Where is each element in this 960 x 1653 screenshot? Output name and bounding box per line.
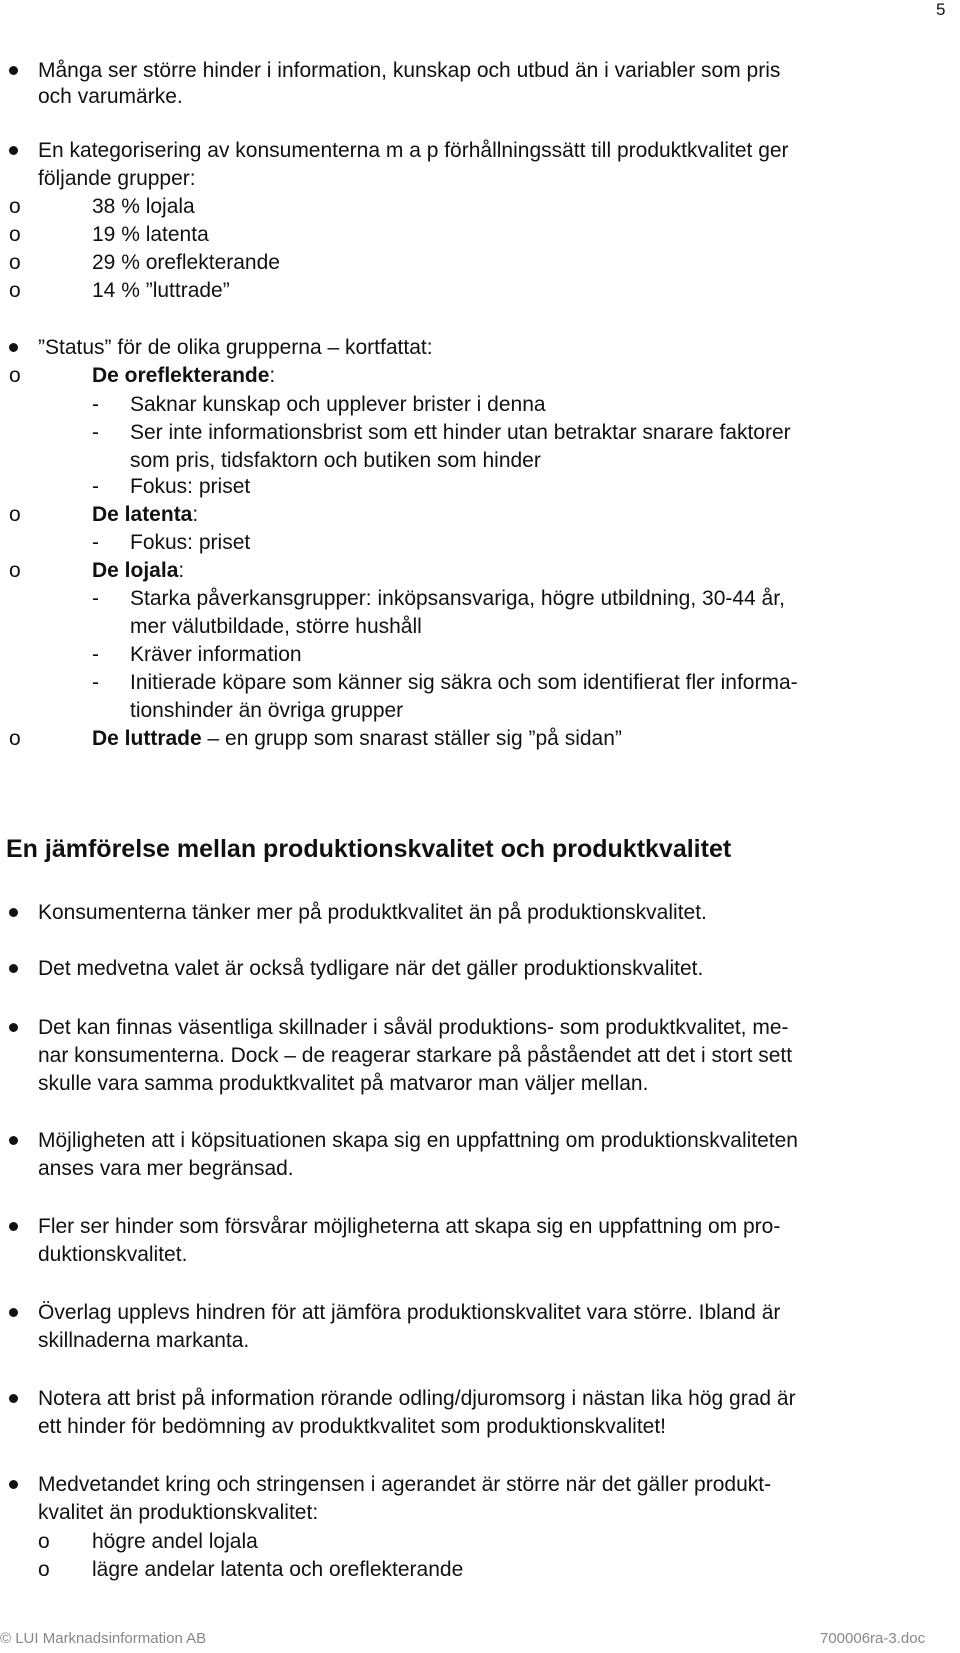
group-detail: Initierade köpare som känner sig säkra och som identifierat fler informa- — [130, 671, 798, 694]
paragraph-line: ett hinder för bedömning av produktkvalitet som produktionskvalitet! — [38, 1415, 667, 1438]
group-item: 38 % lojala — [92, 195, 195, 218]
section-heading: En jämförelse mellan produktionskvalitet och produktkvalitet — [6, 835, 732, 863]
paragraph-line: Många ser större hinder i information, kunskap och utbud än i variabler som pris — [38, 59, 781, 82]
paragraph-line: Fler ser hinder som försvårar möjligheterna att skapa sig en uppfattning om pro- — [38, 1215, 781, 1238]
paragraph-line: Det medvetna valet är också tydligare när det gäller produktionskvalitet. — [38, 957, 704, 980]
circle-bullet-icon: o — [9, 503, 21, 526]
paragraph-line: Notera att brist på information rörande odling/djuromsorg i nästan lika hög grad är — [38, 1387, 796, 1410]
dash-icon: - — [92, 421, 99, 444]
paragraph-line: Det kan finnas väsentliga skillnader i såväl produktions- som produktkvalitet, me- — [38, 1016, 789, 1039]
circle-bullet-icon: o — [9, 364, 21, 387]
paragraph-line: Konsumenterna tänker mer på produktkvalitet än på produktionskvalitet. — [38, 901, 707, 924]
dash-icon: - — [92, 671, 99, 694]
circle-bullet-icon: o — [9, 195, 21, 218]
group-heading: De luttrade – en grupp som snarast ställer sig ”på sidan” — [92, 727, 622, 750]
bullet-icon — [9, 964, 18, 973]
bullet-icon — [9, 1222, 18, 1231]
bullet-icon — [9, 66, 18, 75]
paragraph-line: Möjligheten att i köpsituationen skapa sig en uppfattning om produktionskvaliteten — [38, 1129, 798, 1152]
paragraph-line: och varumärke. — [38, 85, 183, 108]
paragraph-line: En kategorisering av konsumenterna m a p förhållningssätt till produktkvalitet ger — [38, 139, 789, 162]
group-item: 14 % ”luttrade” — [92, 279, 230, 302]
circle-bullet-icon: o — [9, 559, 21, 582]
paragraph-line: skulle vara samma produktkvalitet på matvaror man väljer mellan. — [38, 1072, 649, 1095]
sub-item: högre andel lojala — [92, 1530, 258, 1553]
group-detail: Fokus: priset — [130, 475, 251, 498]
footer-right: 700006ra-3.doc — [820, 1630, 926, 1647]
dash-icon: - — [92, 531, 99, 554]
group-detail: som pris, tidsfaktorn och butiken som hinder — [130, 449, 541, 472]
group-detail: Kräver information — [130, 643, 302, 666]
bullet-icon — [9, 1480, 18, 1489]
circle-bullet-icon: o — [9, 727, 21, 750]
circle-bullet-icon: o — [9, 223, 21, 246]
circle-bullet-icon: o — [38, 1558, 50, 1581]
paragraph-line: nar konsumenterna. Dock – de reagerar starkare på påståendet att det i stort sett — [38, 1044, 793, 1067]
bullet-icon — [9, 1023, 18, 1032]
group-item: 29 % oreflekterande — [92, 251, 280, 274]
group-detail: Starka påverkansgrupper: inköpsansvariga, högre utbildning, 30-44 år, — [130, 587, 785, 610]
bullet-icon — [9, 343, 18, 352]
paragraph-line: följande grupper: — [38, 167, 196, 190]
circle-bullet-icon: o — [9, 251, 21, 274]
bullet-icon — [9, 1136, 18, 1145]
footer-left: © LUI Marknadsinformation AB — [0, 1630, 207, 1647]
paragraph-line: duktionskvalitet. — [38, 1243, 188, 1266]
group-detail: tionshinder än övriga grupper — [130, 699, 404, 722]
paragraph-line: anses vara mer begränsad. — [38, 1157, 294, 1180]
page-number: 5 — [936, 0, 946, 19]
group-detail: Ser inte informationsbrist som ett hinder utan betraktar snarare faktorer — [130, 421, 791, 444]
status-heading: ”Status” för de olika grupperna – kortfattat: — [38, 336, 433, 359]
group-heading: De lojala: — [92, 559, 185, 582]
circle-bullet-icon: o — [9, 279, 21, 302]
dash-icon: - — [92, 643, 99, 666]
paragraph-line: Medvetandet kring och stringensen i agerandet är större när det gäller produkt- — [38, 1473, 772, 1496]
bullet-icon — [9, 1308, 18, 1317]
group-item: 19 % latenta — [92, 223, 209, 246]
dash-icon: - — [92, 393, 99, 416]
group-detail: Fokus: priset — [130, 531, 251, 554]
paragraph-line: kvalitet än produktionskvalitet: — [38, 1501, 319, 1524]
group-heading: De oreflekterande: — [92, 364, 276, 387]
group-detail: Saknar kunskap och upplever brister i denna — [130, 393, 546, 416]
sub-item: lägre andelar latenta och oreflekterande — [92, 1558, 464, 1581]
circle-bullet-icon: o — [38, 1530, 50, 1553]
bullet-icon — [9, 146, 18, 155]
dash-icon: - — [92, 587, 99, 610]
group-heading: De latenta: — [92, 503, 199, 526]
paragraph-line: Överlag upplevs hindren för att jämföra produktionskvalitet vara större. Ibland är — [38, 1301, 781, 1324]
bullet-icon — [9, 908, 18, 917]
bullet-icon — [9, 1394, 18, 1403]
paragraph-line: skillnaderna markanta. — [38, 1329, 250, 1352]
dash-icon: - — [92, 475, 99, 498]
group-detail: mer välutbildade, större hushåll — [130, 615, 422, 638]
